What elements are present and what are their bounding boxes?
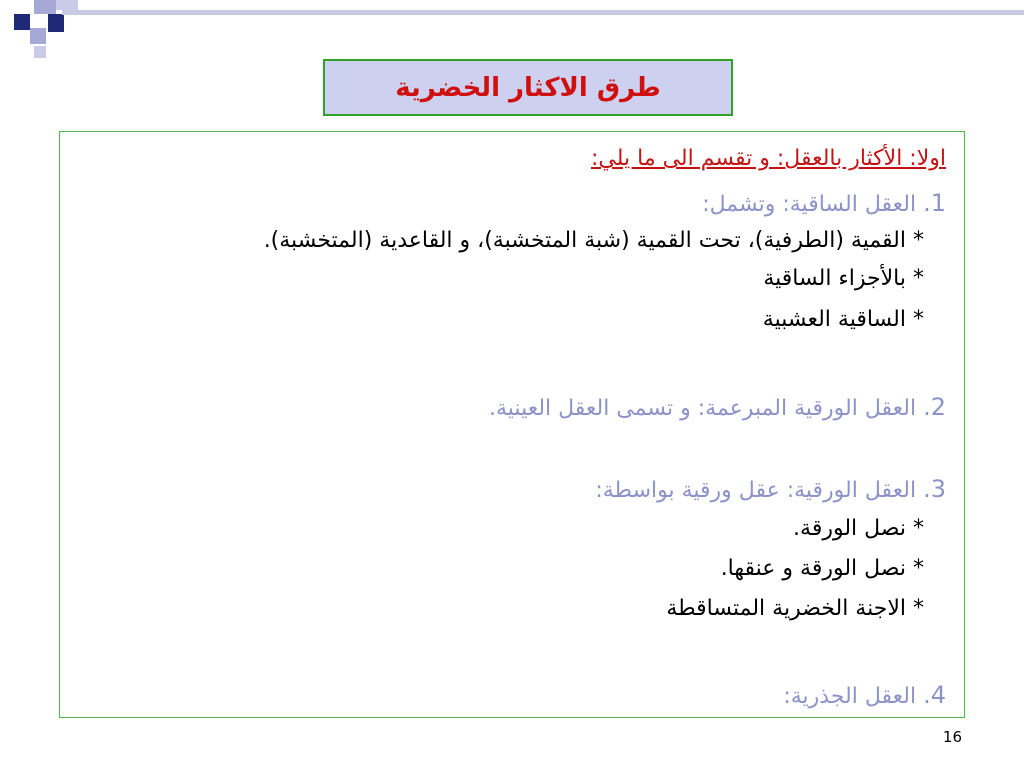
list-item: * بالأجزاء الساقية (763, 266, 924, 291)
page-number: 16 (942, 728, 962, 746)
list-item: * الاجنة الخضرية المتساقطة (666, 596, 924, 621)
title-box (323, 59, 733, 116)
list-item: * القمية (الطرفية)، تحت القمية (شبة المتخشبة)، و القاعدية (المتخشبة). (263, 228, 924, 253)
section-heading-1: 1. العقل الساقية: وتشمل: (702, 189, 946, 217)
list-item: * نصل الورقة. (793, 516, 924, 541)
slide-title: طرق الاكثار الخضرية (395, 72, 661, 103)
content-frame (59, 131, 965, 718)
section-heading-4: 4. العقل الجذرية: (783, 681, 946, 709)
corner-square-decoration (56, 0, 78, 10)
section-heading-3: 3. العقل الورقية: عقل ورقية بواسطة: (595, 475, 946, 503)
list-item: * الساقية العشبية (762, 307, 924, 332)
corner-square-decoration (48, 14, 64, 32)
corner-square-decoration (30, 28, 46, 44)
intro-line: اولا: الأكثار بالعقل: و تقسم الى ما يلي: (590, 146, 946, 171)
top-accent-bar (62, 10, 1024, 15)
corner-square-decoration (34, 46, 46, 58)
corner-square-decoration (34, 0, 56, 14)
corner-square-decoration (14, 14, 30, 30)
section-heading-2: 2. العقل الورقية المبرعمة: و تسمى العقل العينية. (489, 393, 946, 421)
list-item: * نصل الورقة و عنقها. (720, 556, 924, 581)
